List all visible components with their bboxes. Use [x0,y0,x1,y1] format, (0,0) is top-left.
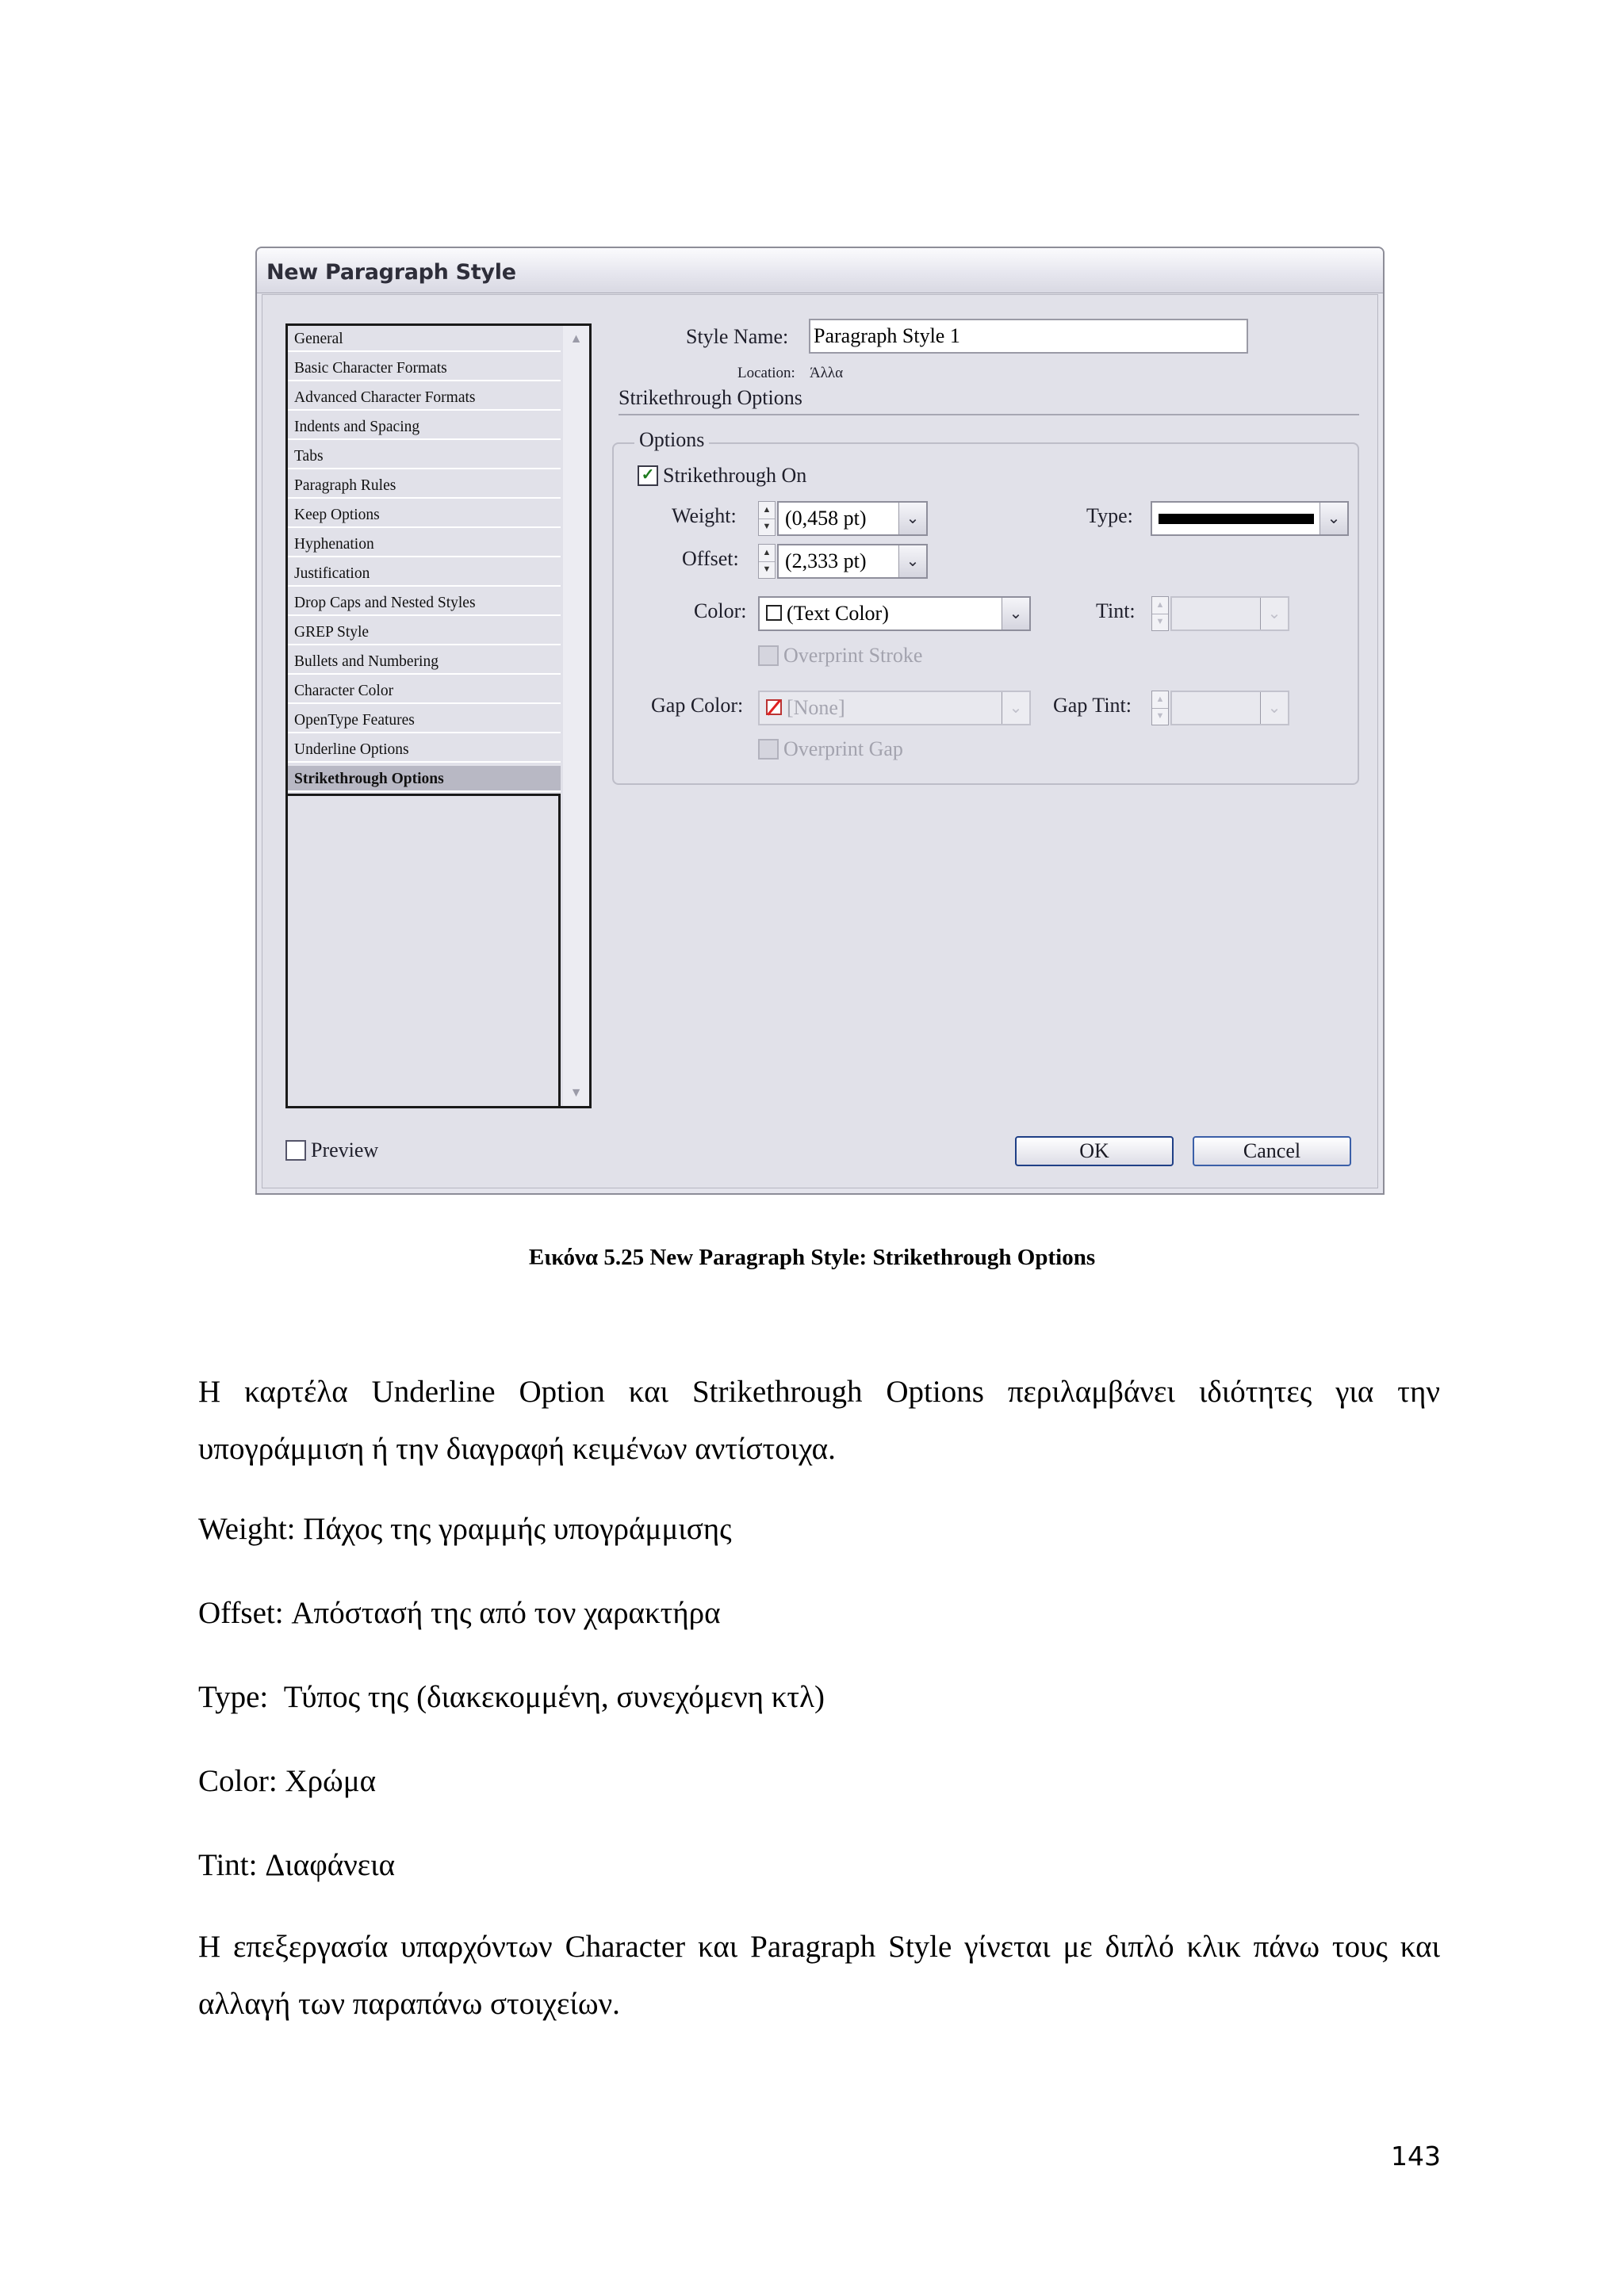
tint-description: Tint: Διαφάνεια [198,1848,396,1882]
scroll-up-arrow-icon[interactable]: ▲ [569,332,583,346]
gap-tint-dropdown-arrow-icon[interactable]: ⌄ [1260,692,1288,724]
color-combo[interactable] [758,596,1031,631]
preview-checkbox[interactable] [285,1140,306,1161]
section-title: Strikethrough Options [619,386,802,409]
category-item-grep-style[interactable]: GREP Style [288,619,561,645]
weight-description: Weight: Πάχος της γραμμής υπογράμμισης [198,1512,732,1546]
text-color-swatch-icon [766,605,782,621]
offset-combo[interactable] [777,544,928,579]
category-list-scrollbar[interactable] [563,326,589,1106]
color-value: (Text Color) [787,602,889,625]
category-list-empty-area [288,794,561,1106]
category-item-keep-options[interactable]: Keep Options [288,502,561,528]
stepper-down-arrow-icon[interactable]: ▼ [1155,711,1165,721]
solid-line-swatch [1159,514,1314,524]
type-description: Type: Τύπος της (διακεκομμένη, συνεχόμενη κτλ) [198,1680,825,1714]
preview-label: Preview [311,1138,379,1161]
category-item-strikethrough-options[interactable]: Strikethrough Options [288,766,561,792]
category-item-advanced-character-formats[interactable]: Advanced Character Formats [288,385,561,411]
overprint-gap-checkbox[interactable] [758,739,779,760]
stepper-up-arrow-icon[interactable]: ▲ [1152,691,1168,709]
type-dropdown-arrow-icon[interactable]: ⌄ [1320,503,1347,534]
category-item-paragraph-rules[interactable]: Paragraph Rules [288,473,561,499]
weight-combo[interactable] [777,501,928,536]
offset-description: Offset: Απόστασή της από τον χαρακτήρα [198,1596,721,1630]
gap-color-label: Gap Color: [651,694,744,717]
style-name-input[interactable]: Paragraph Style 1 [809,319,1248,354]
category-item-character-color[interactable]: Character Color [288,678,561,704]
category-item-general[interactable]: General [288,326,561,352]
category-item-indents-and-spacing[interactable]: Indents and Spacing [288,414,561,440]
stepper-up-arrow-icon[interactable]: ▲ [759,502,775,519]
weight-dropdown-arrow-icon[interactable]: ⌄ [898,503,926,534]
category-item-tabs[interactable]: Tabs [288,443,561,469]
figure-caption: Εικόνα 5.25 New Paragraph Style: Strikethrough Options [528,1245,1096,1270]
category-item-underline-options[interactable]: Underline Options [288,737,561,763]
offset-dropdown-arrow-icon[interactable]: ⌄ [898,545,926,577]
location-label: Location: [737,365,795,381]
stepper-down-arrow-icon[interactable]: ▼ [762,522,772,531]
tint-stepper[interactable] [1151,596,1169,631]
weight-label: Weight: [672,504,737,527]
tint-dropdown-arrow-icon[interactable]: ⌄ [1260,598,1288,629]
gap-tint-combo[interactable] [1170,691,1289,725]
category-list[interactable] [285,323,592,1108]
gap-tint-label: Gap Tint: [1053,694,1132,717]
section-separator [619,414,1359,415]
strikethrough-on-checkbox[interactable]: ✓ [638,465,658,486]
dialog-title: New Paragraph Style [266,260,516,285]
offset-value: (2,333 pt) [785,549,867,572]
weight-value: (0,458 pt) [785,507,867,530]
stepper-up-arrow-icon[interactable]: ▲ [1152,597,1168,614]
category-item-hyphenation[interactable]: Hyphenation [288,531,561,557]
category-item-justification[interactable]: Justification [288,561,561,587]
type-label: Type: [1086,504,1133,527]
gap-color-combo[interactable] [758,691,1031,725]
ok-button[interactable]: OK [1015,1136,1174,1166]
body-paragraph-2: Η επεξεργασία υπαρχόντων Character και Paragraph Style γίνεται με διπλό κλικ πάνω τους και αλλαγή των παραπάνω στοιχείων. [198,1930,1440,2021]
strikethrough-on-label: Strikethrough On [663,464,807,487]
color-description: Color: Χρώμα [198,1764,377,1798]
cancel-button[interactable]: Cancel [1193,1136,1351,1166]
color-label: Color: [694,599,747,622]
category-item-basic-character-formats[interactable]: Basic Character Formats [288,355,561,381]
scroll-down-arrow-icon[interactable]: ▼ [569,1086,583,1100]
gap-tint-stepper[interactable] [1151,691,1169,725]
page-number: 143 [1391,2141,1441,2172]
none-swatch-icon [766,699,782,715]
offset-label: Offset: [682,547,739,570]
stepper-down-arrow-icon[interactable]: ▼ [762,564,772,574]
style-name-label: Style Name: [686,325,789,348]
options-group-label: Options [634,428,709,452]
category-item-opentype-features[interactable]: OpenType Features [288,707,561,733]
dialog-titlebar [257,248,1383,293]
color-dropdown-arrow-icon[interactable]: ⌄ [1002,598,1029,629]
stepper-up-arrow-icon[interactable]: ▲ [759,545,775,562]
gap-color-dropdown-arrow-icon[interactable]: ⌄ [1002,692,1029,724]
weight-stepper[interactable] [758,501,776,536]
overprint-stroke-label: Overprint Stroke [783,644,923,667]
offset-stepper[interactable] [758,544,776,579]
body-paragraph-1: Η καρτέλα Underline Option και Strikethrough Options περιλαμβάνει ιδιότητες για την υπογράμμιση ή την διαγραφή κειμένων αντίστοιχα. [198,1375,1440,1466]
gap-color-value: [None] [787,696,845,719]
tint-combo[interactable] [1170,596,1289,631]
overprint-stroke-checkbox[interactable] [758,645,779,666]
overprint-gap-label: Overprint Gap [783,737,903,760]
category-item-bullets-and-numbering[interactable]: Bullets and Numbering [288,649,561,675]
stepper-down-arrow-icon[interactable]: ▼ [1155,617,1165,626]
category-item-drop-caps-and-nested-styles[interactable]: Drop Caps and Nested Styles [288,590,561,616]
type-combo[interactable] [1151,501,1349,536]
location-value: Άλλα [810,365,844,381]
tint-label: Tint: [1096,599,1136,622]
